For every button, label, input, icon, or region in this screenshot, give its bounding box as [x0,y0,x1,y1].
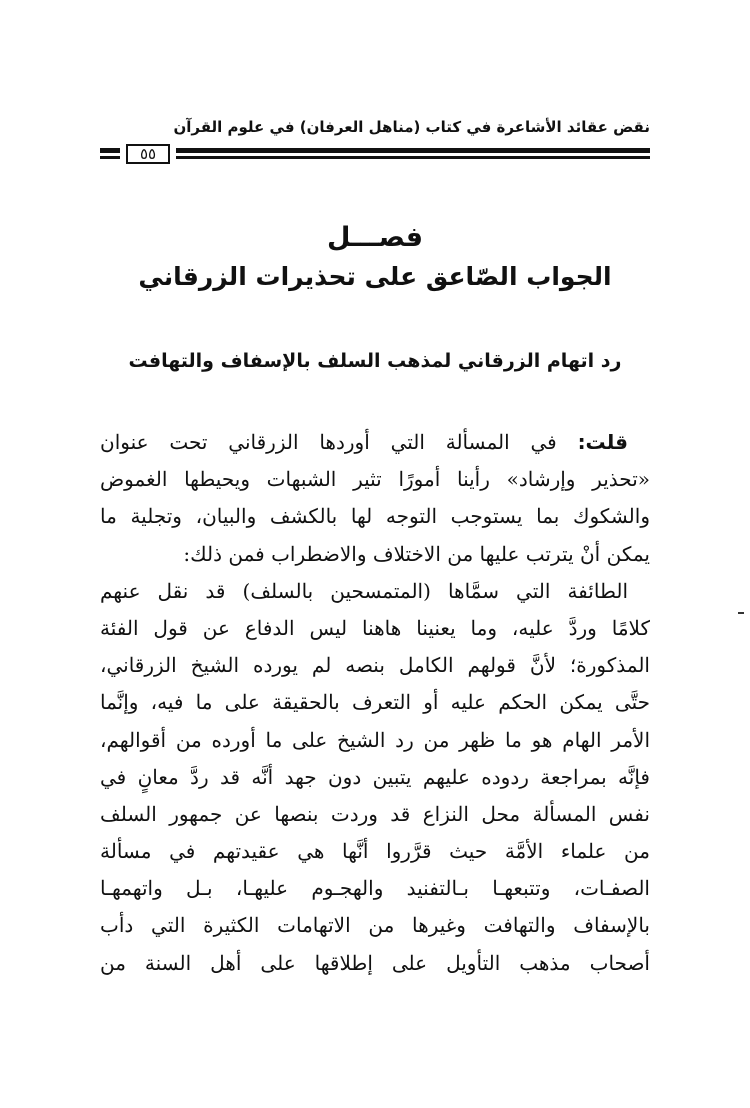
paragraph1-line-3: والشكوك بما يستوجب التوجه لها بالكشف والبيان، وتجلية ما [100,504,650,529]
paragraph2-line-8: من علماء الأمَّة حيث قرَّروا أنَّها هي عقيدتهم في مسألة [100,839,650,864]
paragraph2-line-7: نفس المسألة محل النزاع قد وردت بنصها عن جمهور السلف [100,801,650,826]
header-rule [100,144,650,166]
rule-left-stub [100,148,120,160]
paragraph2-line-6: فإنَّه بمراجعة ردوده عليهم يتبين دون جهد أنَّه قد ردَّ معانٍ في [100,764,650,789]
chapter-title: فصـــل [326,222,424,253]
line-text: في المسألة التي أوردها الزرقاني تحت عنوان [100,430,578,454]
paragraph1-line-4: يمكن أنْ يترتب عليها من الاختلاف والاضطراب فمن ذلك: [183,541,650,566]
chapter-subtitle: الجواب الصّاعق على تحذيرات الزرقاني [138,262,612,291]
paragraph1-line-2: «تحذير وإرشاد» رأينا أمورًا تثير الشبهات ويحيطها الغموض [100,467,650,492]
margin-mark [738,612,744,614]
rule-right [176,148,650,160]
paragraph2-line-4: حتَّى يمكن الحكم عليه أو التعرف بالحقيقة على ما فيه، وإنَّما [100,690,650,715]
running-header: نقض عقائد الأشاعرة في كتاب (مناهل العرفان) في علوم القرآن [173,118,650,136]
paragraph2-line-5: الأمر الهام هو ما ظهر من رد الشيخ على ما أورده من أقوالهم، [100,727,650,752]
paragraph2-line-3: المذكورة؛ لأنَّ قولهم الكامل بنصه لم يورده الشيخ الزرقاني، [100,653,650,678]
body-text [100,424,650,982]
paragraph2-line-1: الطائفة التي سمَّاها (المتمسحين بالسلف) قد نقل عنهم [100,578,628,603]
section-heading: رد اتهام الزرقاني لمذهب السلف بالإسفاف والتهافت [128,350,622,372]
paragraph2-line-11: أصحاب مذهب التأويل على إطلاقها على أهل السنة من [100,950,650,975]
page-number: ٥٥ [126,144,170,164]
lead-word: قلت: [577,430,628,454]
paragraph2-line-9: الصفـات، وتتبعهـا بـالتفنيد والهجـوم عليهـا، بـل واتهمهـا [100,876,650,901]
paragraph2-line-10: بالإسفاف والتهافت وغيرها من الاتهامات الكثيرة التي دأب [100,913,650,938]
paragraph2-line-2: كلامًا وردَّ عليه، وما يعنينا هاهنا ليس الدفاع عن قول الفئة [100,615,650,640]
paragraph1-line-1 [100,424,650,461]
